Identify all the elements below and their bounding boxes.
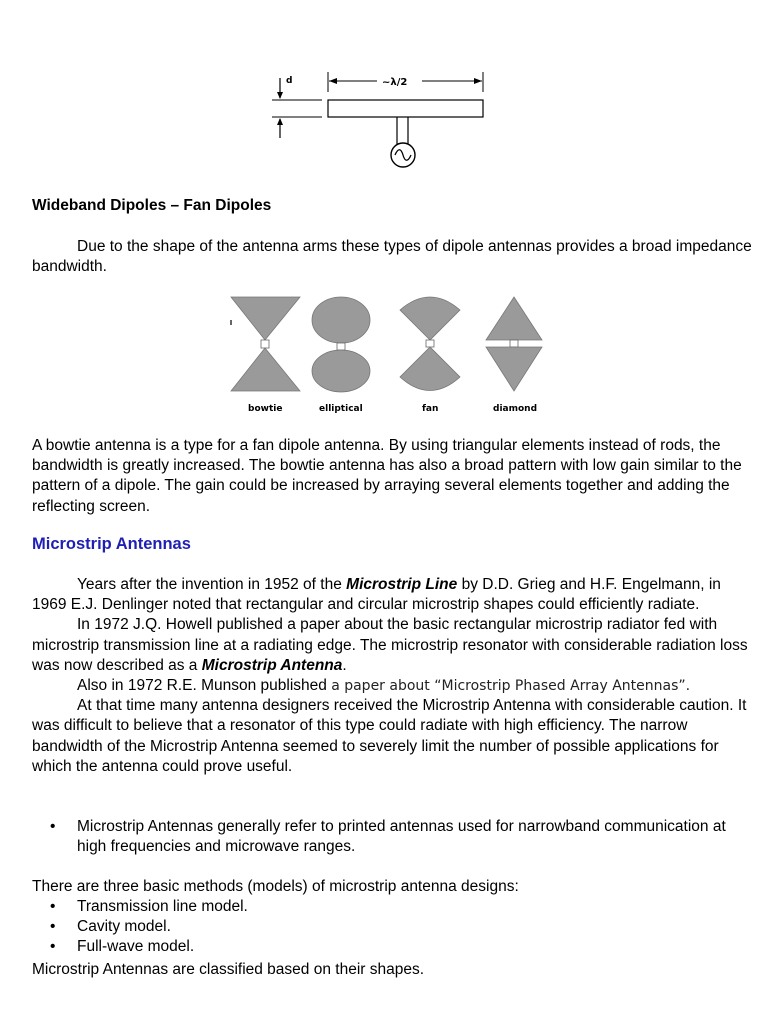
fan-dipole-intro: Due to the shape of the antenna arms these types of dipole antennas provides a broad impedance bandwidth. [32,238,752,276]
microstrip-bullet-list [50,817,750,857]
dim-length-label: ~λ/2 [382,77,408,88]
bowtie-paragraph: A bowtie antenna is a type for a fan dipole antenna. By using triangular elements instead of rods, the bandwidth is greatly increased. The bowtie antenna has also a broad pattern with low gain similar to the pattern of a dipole. The gain could be increased by arraying several elements together and adding the reflecting screen. [32,437,742,515]
microstrip-line-emphasis: Microstrip Line [346,576,458,593]
models-intro: There are three basic methods (models) of microstrip antenna designs: [32,878,519,895]
models-list [50,897,750,958]
dim-d-label: d [286,76,293,86]
elliptical-shape [312,297,370,392]
munson-paper-title: a paper about “Microstrip Phased Array Antennas”. [331,678,691,695]
fan-shape [400,297,460,391]
paragraph-3: Also in 1972 R.E. Munson published a paper about “Microstrip Phased Array Antennas”. [77,677,691,695]
dipole-shapes-figure [226,292,548,420]
closing-line: Microstrip Antennas are classified based on their shapes. [32,961,425,978]
diamond-shape [486,297,542,391]
bullet-icon: • [50,938,56,956]
shape-label-diamond: diamond [493,404,538,414]
paragraph-2: In 1972 J.Q. Howell published a paper about the basic rectangular microstrip radiator fed with microstrip transmission line at a radiating edge. The microstrip resonator with considerable radiation loss was now described as a Microstrip Antenna. [32,616,748,674]
list-item: • Full-wave model. [50,937,750,957]
paragraph-4: At that time many antenna designers received the Microstrip Antenna with considerable caution. It was difficult to believe that a resonator of this type could radiate with high efficiency. The narrow bandwidth of the Microstrip Antenna seemed to severely limit the number of possible applications for which the antenna could prove useful. [32,697,747,775]
paragraph-1: Years after the invention in 1952 of the Microstrip Line by D.D. Grieg and H.F. Engelmann, in 1969 E.J. Denlinger noted that rectangular and circular microstrip shapes could efficiently radiate. [32,576,721,614]
dipole-diagram [262,66,502,178]
bullet-icon: • [50,818,56,835]
bullet-icon: • [50,898,56,915]
list-item: • Transmission line model. [50,897,750,917]
section-heading-fan-dipoles: Wideband Dipoles – Fan Dipoles [32,197,272,214]
microstrip-antenna-emphasis: Microstrip Antenna [201,656,343,674]
shape-label-elliptical: elliptical [319,404,363,414]
shape-label-fan: fan [422,404,439,414]
bullet-icon: • [50,918,56,936]
section-heading-microstrip: Microstrip Antennas [32,535,191,553]
list-item: • Microstrip Antennas generally refer to printed antennas used for narrowband communication at high frequencies and microwave ranges. [50,818,726,856]
bowtie-shape [231,297,300,391]
shape-label-bowtie: bowtie [248,404,283,414]
list-item: • Cavity model. [50,917,750,937]
microstrip-history [32,575,752,777]
